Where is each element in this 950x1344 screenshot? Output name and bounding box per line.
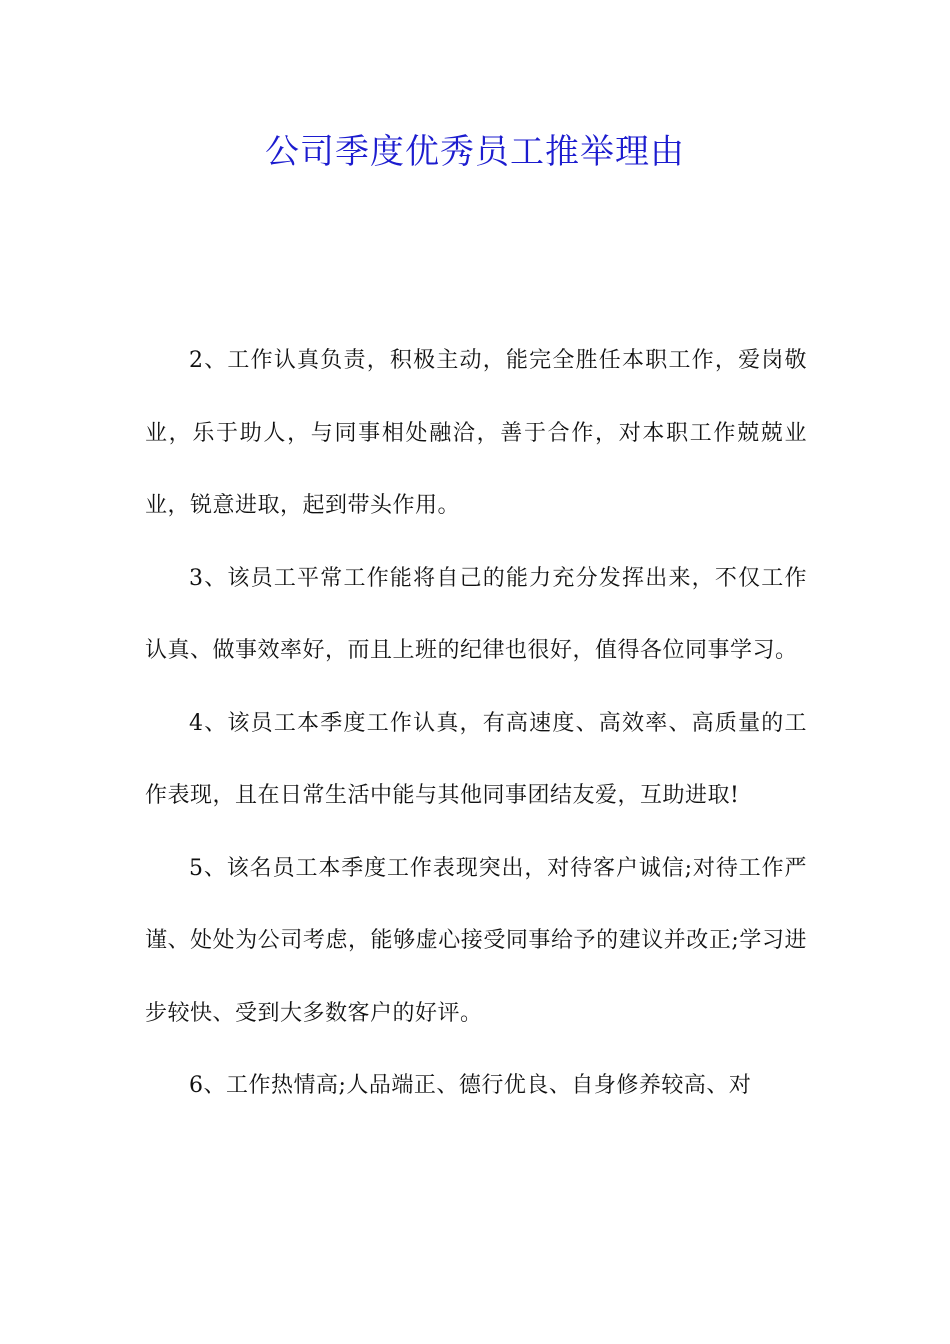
document-body [145, 325, 807, 1123]
paragraph-6: 6、工作热情高;人品端正、德行优良、自身修养较高、对 [189, 1073, 752, 1098]
paragraph-5: 5、该名员工本季度工作表现突出，对待客户诚信;对待工作严谨、处处为公司考虑，能够虚心接受同事给予的建议并改正;学习进步较快、受到大多数客户的好评。 [145, 855, 807, 1026]
paragraph-2: 2、工作认真负责，积极主动，能完全胜任本职工作，爱岗敬业，乐于助人，与同事相处融洽，善于合作，对本职工作兢兢业业，锐意进取，起到带头作用。 [145, 348, 807, 518]
paragraph-4: 4、该员工本季度工作认真，有高速度、高效率、高质量的工作表现，且在日常生活中能与其他同事团结友爱，互助进取! [145, 710, 807, 808]
document-title: 公司季度优秀员工推举理由 [265, 132, 685, 172]
paragraph-3: 3、该员工平常工作能将自己的能力充分发挥出来，不仅工作认真、做事效率好，而且上班的纪律也很好，值得各位同事学习。 [145, 565, 807, 663]
